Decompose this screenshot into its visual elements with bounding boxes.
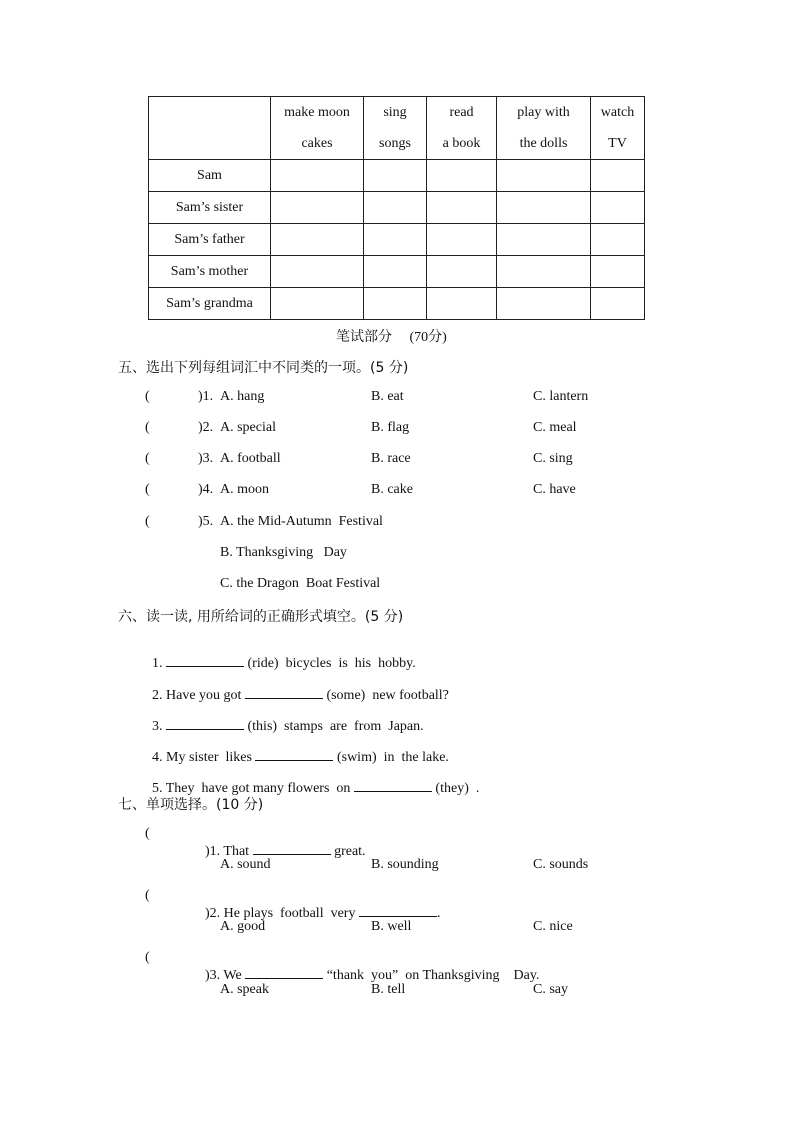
answer-cell[interactable] [427,224,497,256]
answer-cell[interactable] [497,192,591,224]
table-row [149,224,645,256]
answer-paren[interactable]: ( [145,888,150,903]
option-c: C. sing [533,451,573,466]
table-row [149,288,645,320]
answer-blank[interactable] [166,717,244,730]
answer-cell[interactable] [271,288,364,320]
option-b: B. race [371,451,411,466]
answer-cell[interactable] [427,192,497,224]
answer-blank[interactable] [255,748,333,761]
choice-question: )2. He plays football very . [205,906,441,921]
answer-blank[interactable] [354,779,432,792]
option-b: B. cake [371,482,413,497]
answer-cell[interactable] [271,160,364,192]
answer-paren[interactable]: ( [145,389,150,404]
choice-question: )3. We “thank you” on Thanksgiving Day. [205,968,540,983]
table-row [149,192,645,224]
row-label: Sam’s mother [149,256,271,288]
answer-cell[interactable] [427,256,497,288]
option-c: C. say [533,982,568,997]
answer-cell[interactable] [591,224,645,256]
answer-cell[interactable] [591,256,645,288]
column-header: watch TV [591,97,645,160]
answer-blank[interactable] [245,966,323,979]
fill-blank-question: 3. (this) stamps are from Japan. [152,719,424,734]
option-a: A. hang [220,389,265,404]
row-label: Sam’s sister [149,192,271,224]
answer-paren[interactable]: ( [145,482,150,497]
activity-table [148,96,645,320]
choice-question: )1. That great. [205,844,366,859]
answer-cell[interactable] [497,160,591,192]
option-a: A. speak [220,982,269,997]
written-part-heading: 笔试部分 (70分) [336,329,447,345]
column-header: read a book [427,97,497,160]
option-a: A. moon [220,482,269,497]
option-c: C. meal [533,420,577,435]
option-c: C. nice [533,919,573,934]
fill-blank-question: 2. Have you got (some) new football? [152,688,449,703]
answer-cell[interactable] [271,224,364,256]
answer-blank[interactable] [166,654,244,667]
answer-paren[interactable]: ( [145,950,150,965]
answer-cell[interactable] [591,160,645,192]
section-6-title: 六、读一读, 用所给词的正确形式填空。(5 分) [118,609,404,625]
option-c: C. lantern [533,389,589,404]
answer-cell[interactable] [364,256,427,288]
answer-cell[interactable] [364,192,427,224]
option-b: B. tell [371,982,406,997]
option-a: A. special [220,420,276,435]
question-number: )1. [198,389,214,404]
answer-cell[interactable] [364,160,427,192]
column-header: make moon cakes [271,97,364,160]
table-corner-cell [149,97,271,160]
question-number: )2. [198,420,214,435]
option-a: A. football [220,451,281,466]
answer-paren[interactable]: ( [145,514,150,529]
answer-cell[interactable] [271,256,364,288]
option-a: A. the Mid-Autumn Festival [220,514,383,529]
option-b: B. sounding [371,857,439,872]
section-7-title: 七、单项选择。(10 分) [118,797,264,813]
question-number: )3. [198,451,214,466]
table-header-row [149,97,645,160]
fill-blank-question: 1. (ride) bicycles is his hobby. [152,656,416,671]
column-header: sing songs [364,97,427,160]
option-c: C. the Dragon Boat Festival [220,576,381,591]
answer-cell[interactable] [497,224,591,256]
answer-cell[interactable] [364,224,427,256]
table-row [149,160,645,192]
answer-cell[interactable] [364,288,427,320]
answer-blank[interactable] [359,904,437,917]
answer-paren[interactable]: ( [145,451,150,466]
answer-cell[interactable] [271,192,364,224]
option-b: B. well [371,919,412,934]
answer-cell[interactable] [497,288,591,320]
answer-cell[interactable] [591,288,645,320]
section-5-title: 五、选出下列每组词汇中不同类的一项。(5 分) [118,360,409,376]
table-row [149,256,645,288]
row-label: Sam’s father [149,224,271,256]
option-b: B. eat [371,389,404,404]
option-c: C. have [533,482,576,497]
question-number: )4. [198,482,214,497]
row-label: Sam [149,160,271,192]
answer-paren[interactable]: ( [145,420,150,435]
option-a: A. sound [220,857,271,872]
column-header: play with the dolls [497,97,591,160]
row-label: Sam’s grandma [149,288,271,320]
option-b: B. flag [371,420,410,435]
answer-blank[interactable] [245,686,323,699]
option-a: A. good [220,919,266,934]
answer-cell[interactable] [427,288,497,320]
answer-blank[interactable] [253,842,331,855]
option-c: C. sounds [533,857,589,872]
fill-blank-question: 5. They have got many flowers on (they) . [152,781,480,796]
answer-cell[interactable] [497,256,591,288]
answer-paren[interactable]: ( [145,826,150,841]
answer-cell[interactable] [427,160,497,192]
option-b: B. Thanksgiving Day [220,545,347,560]
answer-cell[interactable] [591,192,645,224]
fill-blank-question: 4. My sister likes (swim) in the lake. [152,750,449,765]
question-number: )5. [198,514,214,529]
